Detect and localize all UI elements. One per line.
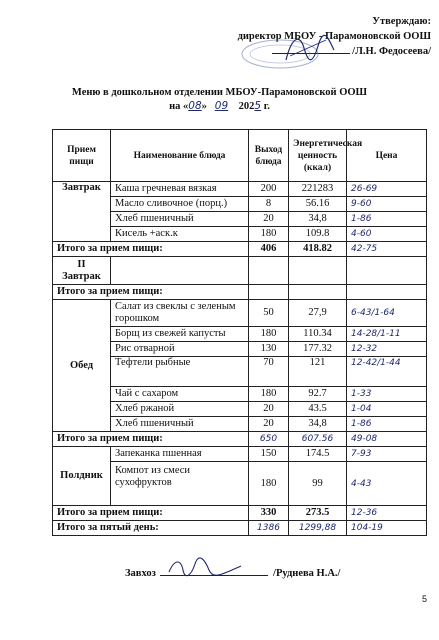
total-label: Итого за прием пищи:	[53, 506, 249, 521]
footer	[125, 565, 340, 579]
dish-energy: 34,8	[289, 212, 347, 227]
total-energy: 418.82	[289, 242, 347, 257]
date-mid: »	[201, 101, 207, 112]
meal-total-row	[53, 242, 427, 257]
footer-name: /Руднева Н.А./	[273, 568, 341, 579]
table-row	[53, 257, 427, 285]
dish-name	[111, 257, 249, 285]
total-portion: 650	[249, 432, 289, 447]
dish-price: 26-69	[347, 182, 427, 197]
total-energy: 607.56	[289, 432, 347, 447]
date-day: 08	[188, 100, 202, 112]
total-price: 49-08	[347, 432, 427, 447]
header-portion: Выход блюда	[249, 130, 289, 182]
dish-energy: 174.5	[289, 447, 347, 462]
total-label: Итого за прием пищи:	[53, 432, 249, 447]
menu-date	[0, 100, 439, 112]
footer-signature-line	[160, 565, 268, 576]
dish-name: Запеканка пшенная	[111, 447, 249, 462]
dish-name: Борщ из свежей капусты	[111, 327, 249, 342]
footer-role: Завхоз	[125, 568, 156, 579]
dish-name: Хлеб пшеничный	[111, 212, 249, 227]
dish-name: Рис отварной	[111, 342, 249, 357]
day-total-price: 104-19	[347, 521, 427, 536]
dish-price: 4-43	[347, 462, 427, 506]
dish-name: Масло сливочное (порц.)	[111, 197, 249, 212]
dish-price: 1-04	[347, 402, 427, 417]
dish-portion: 20	[249, 402, 289, 417]
dish-energy: 109.8	[289, 227, 347, 242]
dish-portion: 180	[249, 227, 289, 242]
dish-portion: 130	[249, 342, 289, 357]
dish-energy: 177.32	[289, 342, 347, 357]
dish-price: 1-86	[347, 417, 427, 432]
dish-name: Компот из смеси сухофруктов	[111, 462, 249, 506]
date-suffix: г.	[261, 101, 270, 112]
menu-table	[52, 129, 427, 536]
dish-portion: 20	[249, 417, 289, 432]
dish-energy: 121	[289, 357, 347, 387]
dish-portion: 8	[249, 197, 289, 212]
total-price: 42-75	[347, 242, 427, 257]
meal-snack: Полдник	[53, 447, 111, 506]
dish-price: 12-32	[347, 342, 427, 357]
dish-price: 1-33	[347, 387, 427, 402]
total-label: Итого за прием пищи:	[53, 242, 249, 257]
total-label: Итого за прием пищи:	[53, 285, 249, 300]
dish-price: 14-28/1-11	[347, 327, 427, 342]
dish-energy: 99	[289, 462, 347, 506]
dish-portion: 180	[249, 387, 289, 402]
director-name: /Л.Н. Федосеева/	[352, 46, 431, 57]
dish-name: Каша гречневая вязкая	[111, 182, 249, 197]
dish-name: Хлеб ржаной	[111, 402, 249, 417]
dish-price: 12-42/1-44	[347, 357, 427, 387]
signature-blank	[272, 53, 350, 54]
approve-label: Утверждаю:	[372, 16, 431, 27]
date-year-prefix: 202	[238, 101, 255, 112]
total-portion	[249, 285, 289, 300]
total-price	[347, 285, 427, 300]
day-total-portion: 1386	[249, 521, 289, 536]
dish-price: 6-43/1-64	[347, 300, 427, 327]
meal-total-row	[53, 506, 427, 521]
dish-energy: 56.16	[289, 197, 347, 212]
page-number: 5	[421, 594, 427, 604]
dish-price	[347, 257, 427, 285]
dish-portion	[249, 257, 289, 285]
dish-portion: 150	[249, 447, 289, 462]
meal-total-row	[53, 432, 427, 447]
day-total-label: Итого за пятый день:	[53, 521, 249, 536]
dish-portion: 20	[249, 212, 289, 227]
day-total-row	[53, 521, 427, 536]
total-portion: 406	[249, 242, 289, 257]
meal-breakfast: Завтрак	[53, 182, 111, 242]
meal-lunch: Обед	[53, 300, 111, 432]
dish-energy: 27,9	[289, 300, 347, 327]
date-month: 09	[214, 100, 229, 112]
dish-portion: 70	[249, 357, 289, 387]
meal-second-breakfast: II Завтрак	[53, 257, 111, 285]
dish-portion: 200	[249, 182, 289, 197]
director-signature-line	[238, 44, 431, 59]
table-header-row	[53, 130, 427, 182]
dish-name: Кисель +аск.к	[111, 227, 249, 242]
date-year-suffix: 5	[254, 100, 262, 112]
table-row	[53, 300, 427, 327]
total-energy: 273.5	[289, 506, 347, 521]
header-energy: Энергетическая ценность (ккал)	[289, 130, 347, 182]
dish-name: Чай с сахаром	[111, 387, 249, 402]
dish-name: Хлеб пшеничный	[111, 417, 249, 432]
total-portion: 330	[249, 506, 289, 521]
header-price: Цена	[347, 130, 427, 182]
dish-energy: 43.5	[289, 402, 347, 417]
dish-price: 9-60	[347, 197, 427, 212]
header-dish: Наименование блюда	[111, 130, 249, 182]
table-row	[53, 182, 427, 197]
table-row	[53, 447, 427, 462]
dish-energy: 221283	[289, 182, 347, 197]
dish-energy: 92.7	[289, 387, 347, 402]
total-price: 12-36	[347, 506, 427, 521]
dish-portion: 50	[249, 300, 289, 327]
day-total-energy: 1299,88	[289, 521, 347, 536]
menu-title: Меню в дошкольном отделении МБОУ-Парамоновской ООШ	[71, 87, 368, 98]
dish-energy: 34,8	[289, 417, 347, 432]
dish-name: Салат из свеклы с зеленым горошком	[111, 300, 249, 327]
dish-portion: 180	[249, 462, 289, 506]
dish-name: Тефтели рыбные	[111, 357, 249, 387]
director-line: директор МБОУ - Парамоновской ООШ	[237, 31, 431, 42]
dish-portion: 180	[249, 327, 289, 342]
date-prefix: на «	[169, 101, 189, 112]
dish-energy: 110.34	[289, 327, 347, 342]
dish-price: 7-93	[347, 447, 427, 462]
approval-block	[238, 14, 431, 59]
dish-energy	[289, 257, 347, 285]
header-meal: Прием пищи	[53, 130, 111, 182]
meal-total-row	[53, 285, 427, 300]
total-energy	[289, 285, 347, 300]
dish-price: 1-86	[347, 212, 427, 227]
dish-price: 4-60	[347, 227, 427, 242]
